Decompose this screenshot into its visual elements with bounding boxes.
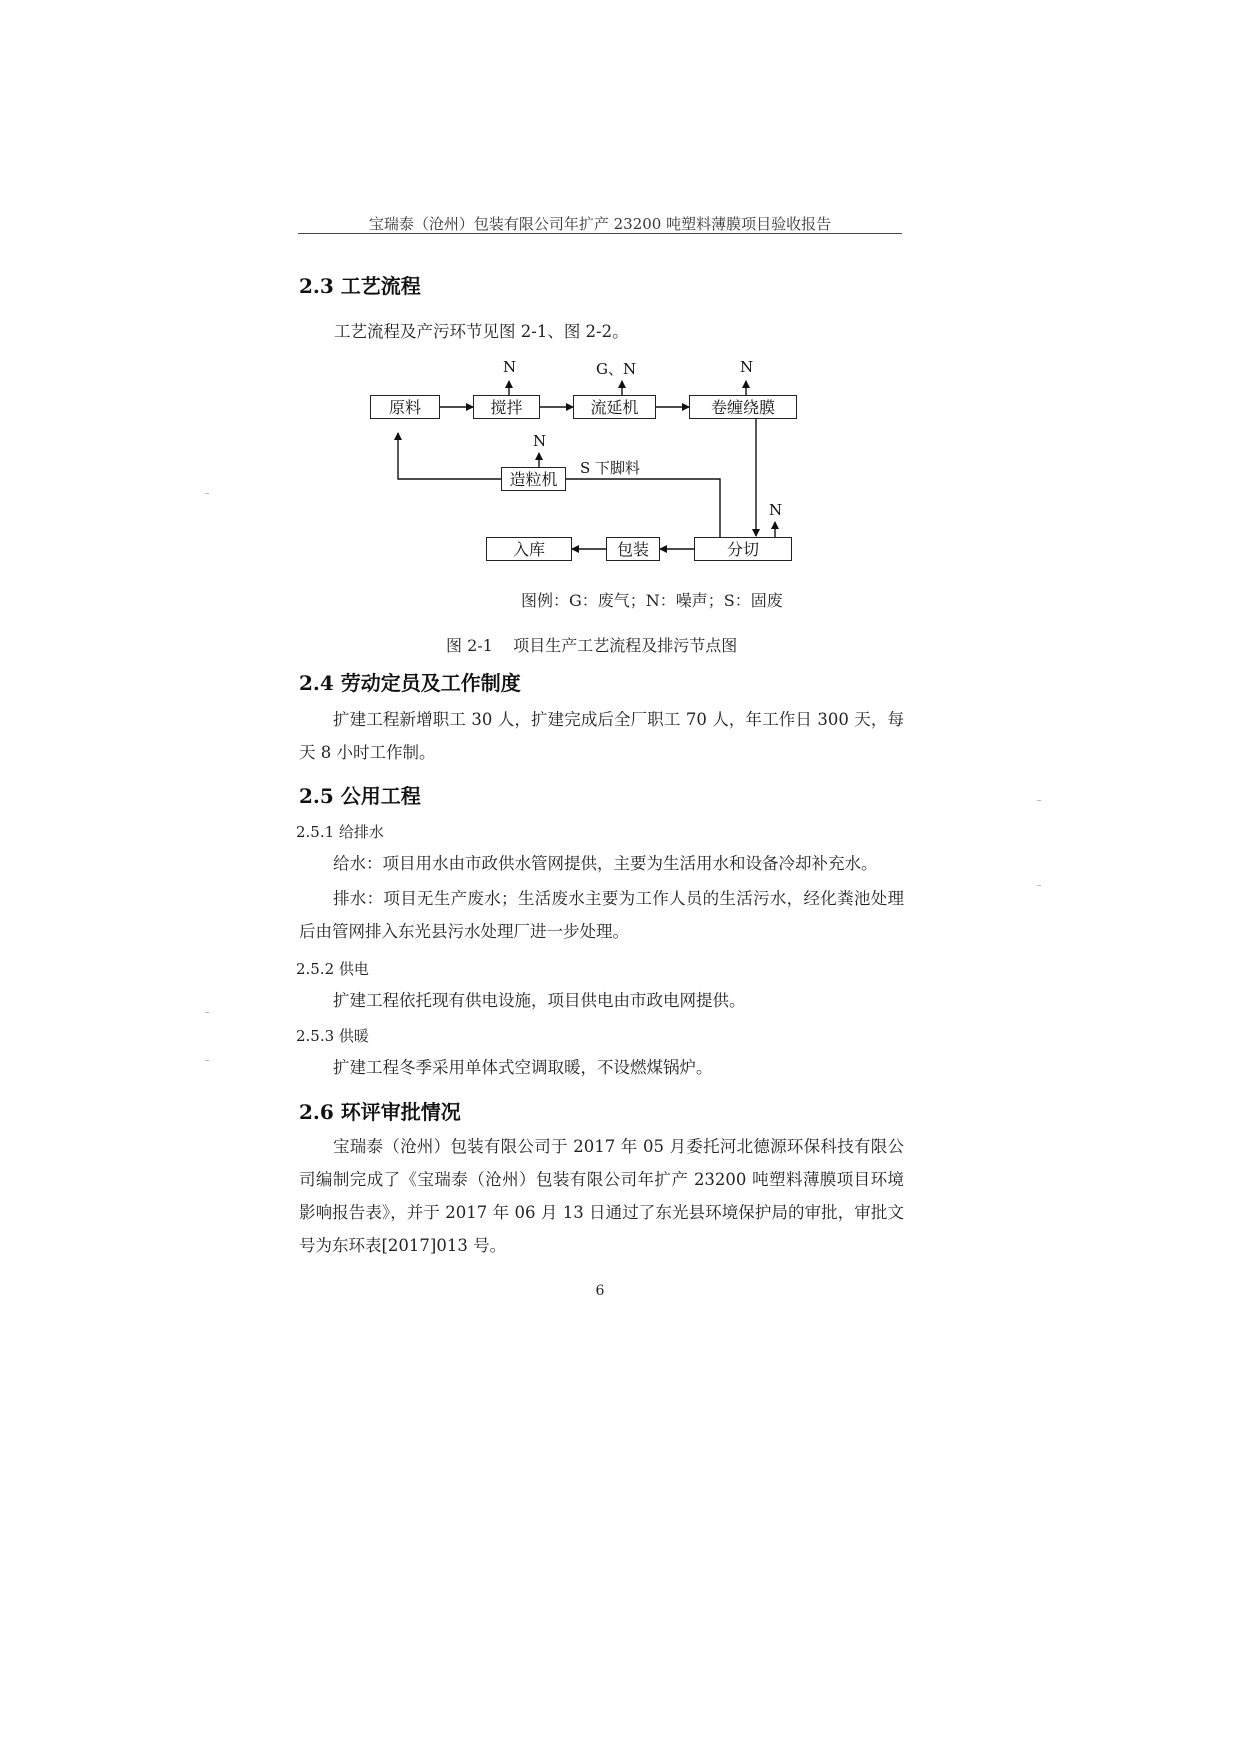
section-2-3-intro: 工艺流程及产污环节见图 2-1、图 2-2。 [334,322,629,341]
node-casting-machine: 流延机 [573,395,656,419]
section-2-5-3-para: 扩建工程冬季采用单体式空调取暖，不设燃煤锅炉。 [333,1058,713,1077]
page-number: 6 [595,1283,605,1299]
section-2-5-1-para1: 给水：项目用水由市政供水管网提供，主要为生活用水和设备冷却补充水。 [333,854,878,873]
section-2-3-heading: 2.3 工艺流程 [299,274,421,298]
scan-speck [205,493,209,494]
section-2-4-heading: 2.4 劳动定员及工作制度 [299,671,521,695]
emission-label-cast: G、N [596,360,637,378]
node-granulator: 造粒机 [501,467,566,491]
scan-speck [205,1012,209,1013]
scrap-label: S 下脚料 [580,459,641,477]
scan-speck [1037,800,1041,801]
node-warehouse-entry: 入库 [486,537,572,561]
page-header: 宝瑞泰（沧州）包装有限公司年扩产 23200 吨塑料薄膜项目验收报告 [368,215,832,233]
section-2-5-1-para2: 排水：项目无生产废水；生活废水主要为工作人员的生活污水，经化粪池处理后由管网排入东光县污水处理厂进一步处理。 [299,889,904,941]
node-winding-film: 卷缠绕膜 [689,395,797,419]
emission-label-wind: N [740,358,754,376]
node-mixing: 搅拌 [473,395,540,419]
section-2-4-para: 扩建工程新增职工 30 人，扩建完成后全厂职工 70 人，年工作日 300 天，每天 8 小时工作制。 [299,710,904,762]
emission-label-granulator: N [533,432,547,450]
section-2-5-2-para: 扩建工程依托现有供电设施，项目供电由市政电网提供。 [333,991,746,1010]
node-packaging: 包装 [606,537,660,561]
figure-caption: 图 2-1 项目生产工艺流程及排污节点图 [446,636,738,655]
emission-label-slit: N [769,501,783,519]
diagram-legend: 图例：G：废气；N：噪声；S：固废 [521,591,783,610]
node-slitting: 分切 [694,537,792,561]
scan-speck [205,1060,209,1061]
header-rule [298,233,902,234]
process-flow-diagram [360,350,820,575]
emission-label-mix: N [503,358,517,376]
section-2-5-heading: 2.5 公用工程 [299,784,421,808]
arrow-granulator-to-raw [398,433,501,479]
section-2-6-heading: 2.6 环评审批情况 [299,1100,461,1124]
section-2-6-para: 宝瑞泰（沧州）包装有限公司于 2017 年 05 月委托河北德源环保科技有限公司编制完成了《宝瑞泰（沧州）包装有限公司年扩产 23200 吨塑料薄膜项目环境影响报告表》，并于 2017 年 06 月 13 日通过了东光县环境保护局的审批，审批文号为东环表[2017]013 号。 [299,1137,904,1255]
section-2-5-3-heading: 2.5.3 供暖 [296,1027,369,1045]
node-raw-material: 原料 [370,395,440,419]
scan-speck [1037,885,1041,886]
section-2-5-1-heading: 2.5.1 给排水 [296,823,384,841]
section-2-5-2-heading: 2.5.2 供电 [296,960,369,978]
scrap-line-slit-to-granulator [566,479,720,537]
